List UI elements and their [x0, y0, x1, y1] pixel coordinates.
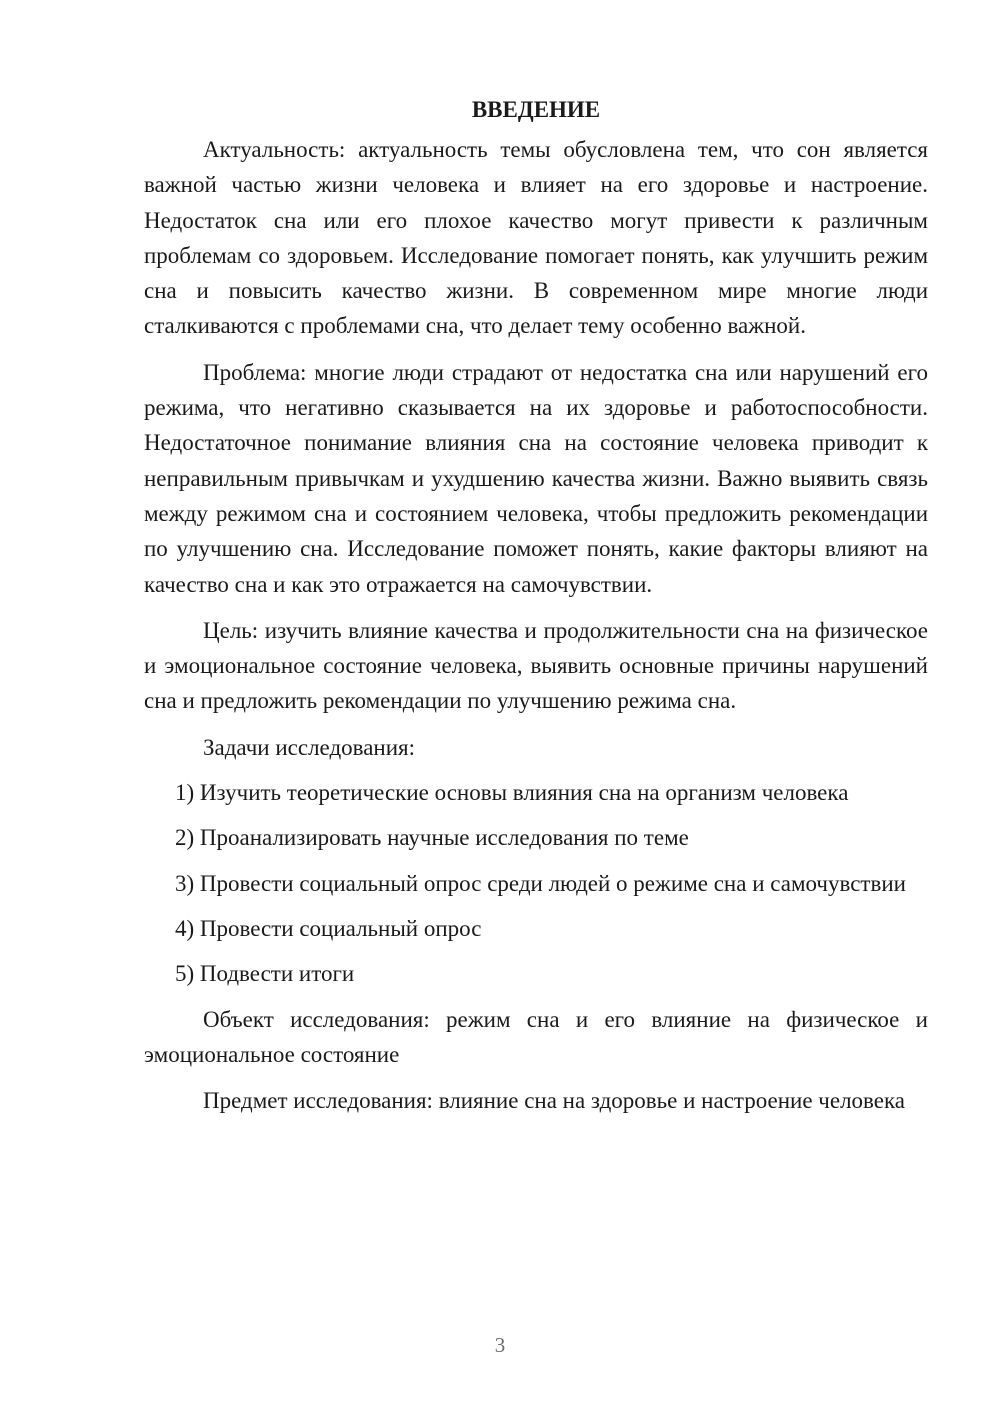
- page-number: 3: [494, 1333, 506, 1357]
- document-page: [144, 92, 928, 1129]
- section-heading: ВВЕДЕНИЕ: [471, 97, 601, 122]
- paragraph-problem: Проблема: многие люди страдают от недостатка сна или нарушений его режима, что негативно сказывается на их здоровье и работоспособности. Недостаточное понимание влияния сна на состояние человека приводит к неправильным привычкам и ухудшению качества жизни. Важно выявить связь между режимом сна и состоянием человека, чтобы предложить рекомендации по улучшению сна. Исследование поможет понять, какие факторы влияют на качество сна и как это отражается на самочувствии.: [144, 359, 928, 597]
- paragraph-relevance: Актуальность: актуальность темы обусловлена тем, что сон является важной частью жизни человека и влияет на его здоровье и настроение. Недостаток сна или его плохое качество могут привести к различным проблемам со здоровьем. Исследование помогает понять, как улучшить режим сна и повысить качество жизни. В современном мире многие люди сталкиваются с проблемами сна, что делает тему особенно важной.: [144, 137, 928, 339]
- task-item: 5) Подвести итоги: [175, 961, 355, 987]
- paragraph-subject: Предмет исследования: влияние сна на здоровье и настроение человека: [203, 1088, 906, 1114]
- task-item: 4) Провести социальный опрос: [175, 915, 482, 941]
- task-item: 1) Изучить теоретические основы влияния сна на организм человека: [175, 780, 849, 806]
- paragraph-object: Объект исследования: режим сна и его влияние на физическое и эмоциональное состояние: [144, 1006, 928, 1067]
- task-item: 3) Провести социальный опрос среди людей о режиме сна и самочувствии: [175, 870, 906, 896]
- task-item: 2) Проанализировать научные исследования по теме: [175, 825, 689, 851]
- paragraph-goal: Цель: изучить влияние качества и продолжительности сна на физическое и эмоциональное состояние человека, выявить основные причины нарушений сна и предложить рекомендации по улучшению режима сна.: [144, 617, 928, 714]
- tasks-title: Задачи исследования:: [203, 734, 416, 760]
